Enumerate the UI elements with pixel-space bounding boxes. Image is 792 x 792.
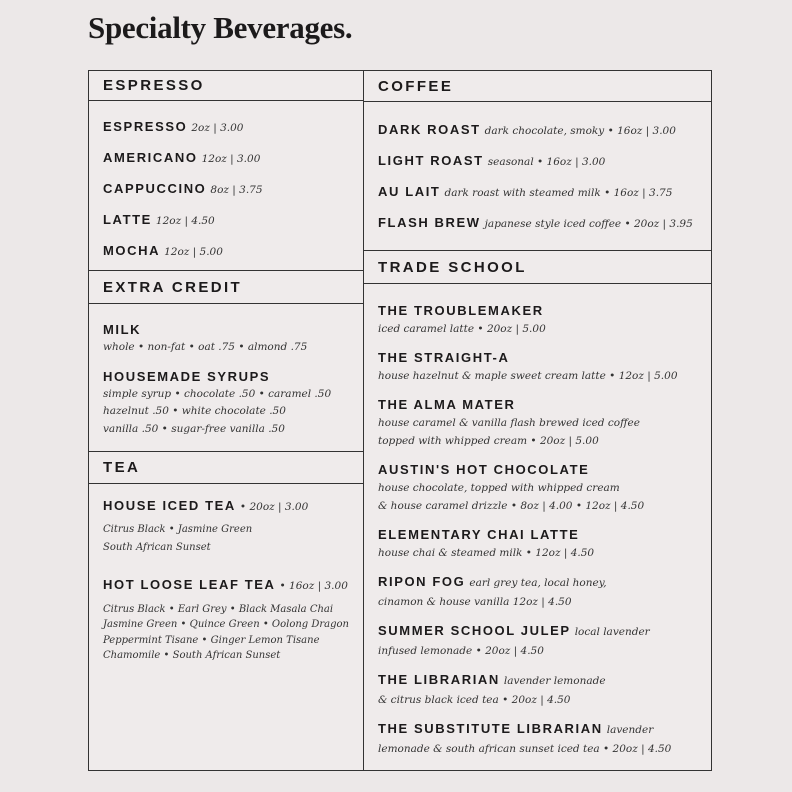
- item-detail: • 20oz | 3.00: [239, 501, 309, 513]
- item-detail: lavender lemonade: [503, 674, 606, 687]
- menu-item: [378, 621, 711, 660]
- item-detail: local lavender: [574, 625, 650, 638]
- left-column: [89, 71, 364, 770]
- description-line: whole • non-fat • oat .75 • almond .75: [103, 341, 308, 353]
- item-description: [103, 521, 363, 557]
- menu-item: [103, 575, 363, 664]
- item-detail: japanese style iced coffee • 20oz | 3.95: [484, 218, 693, 230]
- item-description: [378, 479, 711, 515]
- description-line: simple syrup • chocolate .50 • caramel .50: [103, 387, 332, 400]
- item-description: [378, 740, 711, 758]
- description-line: Citrus Black • Jasmine Green: [103, 524, 253, 535]
- item-name-row: [103, 112, 363, 143]
- section-tea: [89, 451, 363, 770]
- item-name: ELEMENTARY CHAI LATTE: [378, 526, 580, 542]
- item-name: LIGHT ROAST: [378, 153, 484, 168]
- item-description: [378, 367, 711, 385]
- menu-item: [103, 112, 363, 143]
- item-description: [378, 544, 711, 562]
- menu-item: [378, 395, 711, 450]
- item-name: AMERICANO: [103, 150, 198, 165]
- menu-item: [378, 460, 711, 515]
- description-line: Chamomile • South African Sunset: [103, 650, 281, 661]
- item-detail: earl grey tea, local honey,: [469, 576, 607, 589]
- item-detail: dark chocolate, smoky • 16oz | 3.00: [484, 125, 676, 137]
- section-coffee: [363, 71, 711, 250]
- menu-item: [378, 301, 711, 338]
- item-name-row: [378, 621, 711, 642]
- description-line: vanilla .50 • sugar-free vanilla .50: [103, 422, 285, 435]
- menu-item: [103, 320, 363, 357]
- item-description: [378, 320, 711, 338]
- menu-item: [378, 348, 711, 385]
- item-name: CAPPUCCINO: [103, 181, 207, 196]
- item-name-row: [378, 460, 711, 479]
- item-name-row: [103, 320, 363, 339]
- menu-item: [378, 177, 711, 208]
- menu-item: [103, 205, 363, 236]
- item-name-row: [378, 146, 711, 177]
- item-name-row: [103, 575, 363, 596]
- item-detail: 12oz | 4.50: [155, 215, 215, 227]
- item-name: MOCHA: [103, 243, 161, 258]
- item-name: THE ALMA MATER: [378, 396, 516, 412]
- menu-item: [378, 670, 711, 709]
- item-name: ESPRESSO: [103, 119, 188, 134]
- menu-item: [103, 174, 363, 205]
- section-heading: COFFEE: [363, 71, 711, 102]
- item-name-row: [378, 525, 711, 544]
- item-description: [378, 414, 711, 450]
- item-description: [378, 642, 711, 660]
- item-name-row: [378, 301, 711, 320]
- menu-board: [88, 70, 712, 771]
- item-name-row: [103, 143, 363, 174]
- section-body: [363, 102, 711, 239]
- description-line: house chocolate, topped with whipped cream: [378, 481, 620, 494]
- section-heading: TRADE SCHOOL: [363, 251, 711, 284]
- section-heading: TEA: [89, 452, 363, 484]
- description-line: Peppermint Tisane • Ginger Lemon Tisane: [103, 634, 320, 646]
- item-name: HOUSEMADE SYRUPS: [103, 368, 271, 384]
- section-body: [89, 484, 363, 664]
- description-line: Jasmine Green • Quince Green • Oolong Dragon: [103, 619, 349, 630]
- item-name: THE LIBRARIAN: [378, 671, 500, 687]
- description-line: South African Sunset: [103, 542, 211, 553]
- item-description: [103, 339, 363, 357]
- description-line: cinamon & house vanilla 12oz | 4.50: [378, 595, 572, 608]
- menu-item: [378, 525, 711, 562]
- item-detail: • 16oz | 3.00: [279, 579, 348, 592]
- section-espresso: [89, 71, 363, 271]
- menu-item: [103, 367, 363, 439]
- section-body: [363, 284, 711, 758]
- section-body: [89, 304, 363, 438]
- page-title: Specialty Beverages.: [88, 10, 353, 45]
- item-detail: dark roast with steamed milk • 16oz | 3.75: [444, 187, 673, 199]
- item-detail: 12oz | 3.00: [201, 153, 261, 165]
- item-name-row: [378, 719, 711, 740]
- description-line: hazelnut .50 • white chocolate .50: [103, 405, 286, 417]
- description-line: infused lemonade • 20oz | 4.50: [378, 644, 544, 657]
- section-body: [89, 101, 363, 267]
- description-line: house chai & steamed milk • 12oz | 4.50: [378, 546, 595, 559]
- section-trade-school: [363, 250, 711, 770]
- item-name: LATTE: [103, 212, 152, 227]
- item-name: THE SUBSTITUTE LIBRARIAN: [378, 720, 603, 736]
- description-line: lemonade & south african sunset iced tea • 20oz | 4.50: [378, 742, 672, 755]
- item-detail: 8oz | 3.75: [210, 184, 263, 196]
- item-name-row: [378, 177, 711, 208]
- menu-item: [378, 719, 711, 758]
- item-name-row: [103, 205, 363, 236]
- item-name: AUSTIN'S HOT CHOCOLATE: [378, 461, 590, 477]
- menu-item: [378, 572, 711, 611]
- right-column: [363, 71, 711, 770]
- item-name-row: [103, 496, 363, 517]
- item-name: HOT LOOSE LEAF TEA: [103, 576, 276, 592]
- item-description: [378, 691, 711, 709]
- item-detail: 2oz | 3.00: [191, 122, 244, 134]
- section-heading: EXTRA CREDIT: [89, 271, 363, 304]
- menu-item: [103, 496, 363, 557]
- item-name-row: [103, 367, 363, 386]
- menu-item: [378, 115, 711, 146]
- section-extra-credit: [89, 270, 363, 452]
- description-line: & citrus black iced tea • 20oz | 4.50: [378, 693, 571, 706]
- description-line: topped with whipped cream • 20oz | 5.00: [378, 434, 599, 447]
- menu-item: [378, 208, 711, 239]
- item-description: [378, 593, 711, 611]
- item-name-row: [378, 670, 711, 691]
- item-detail: seasonal • 16oz | 3.00: [487, 156, 606, 168]
- description-line: house caramel & vanilla flash brewed iced coffee: [378, 416, 640, 429]
- item-name: RIPON FOG: [378, 573, 466, 589]
- menu-item: [378, 146, 711, 177]
- item-name-row: [378, 348, 711, 367]
- item-name: MILK: [103, 322, 142, 337]
- description-line: house hazelnut & maple sweet cream latte • 12oz | 5.00: [378, 369, 678, 382]
- menu-item: [103, 143, 363, 174]
- item-name-row: [378, 395, 711, 414]
- item-detail: 12oz | 5.00: [164, 246, 223, 258]
- item-description: [103, 602, 363, 664]
- item-name: HOUSE ICED TEA: [103, 498, 236, 513]
- item-name: AU LAIT: [378, 184, 441, 199]
- item-name: THE TROUBLEMAKER: [378, 302, 544, 318]
- description-line: Citrus Black • Earl Grey • Black Masala Chai: [103, 603, 334, 615]
- description-line: & house caramel drizzle • 8oz | 4.00 • 12oz | 4.50: [378, 499, 645, 512]
- item-description: [103, 386, 363, 439]
- section-heading: ESPRESSO: [89, 71, 363, 101]
- item-name: DARK ROAST: [378, 122, 481, 137]
- item-name-row: [378, 572, 711, 593]
- item-detail: lavender: [606, 723, 654, 736]
- description-line: iced caramel latte • 20oz | 5.00: [378, 322, 546, 335]
- item-name: THE STRAIGHT-A: [378, 349, 510, 365]
- menu-item: [103, 236, 363, 267]
- item-name: FLASH BREW: [378, 215, 481, 230]
- item-name-row: [378, 208, 711, 239]
- item-name-row: [103, 174, 363, 205]
- item-name-row: [378, 115, 711, 146]
- item-name-row: [103, 236, 363, 267]
- item-name: SUMMER SCHOOL JULEP: [378, 622, 571, 638]
